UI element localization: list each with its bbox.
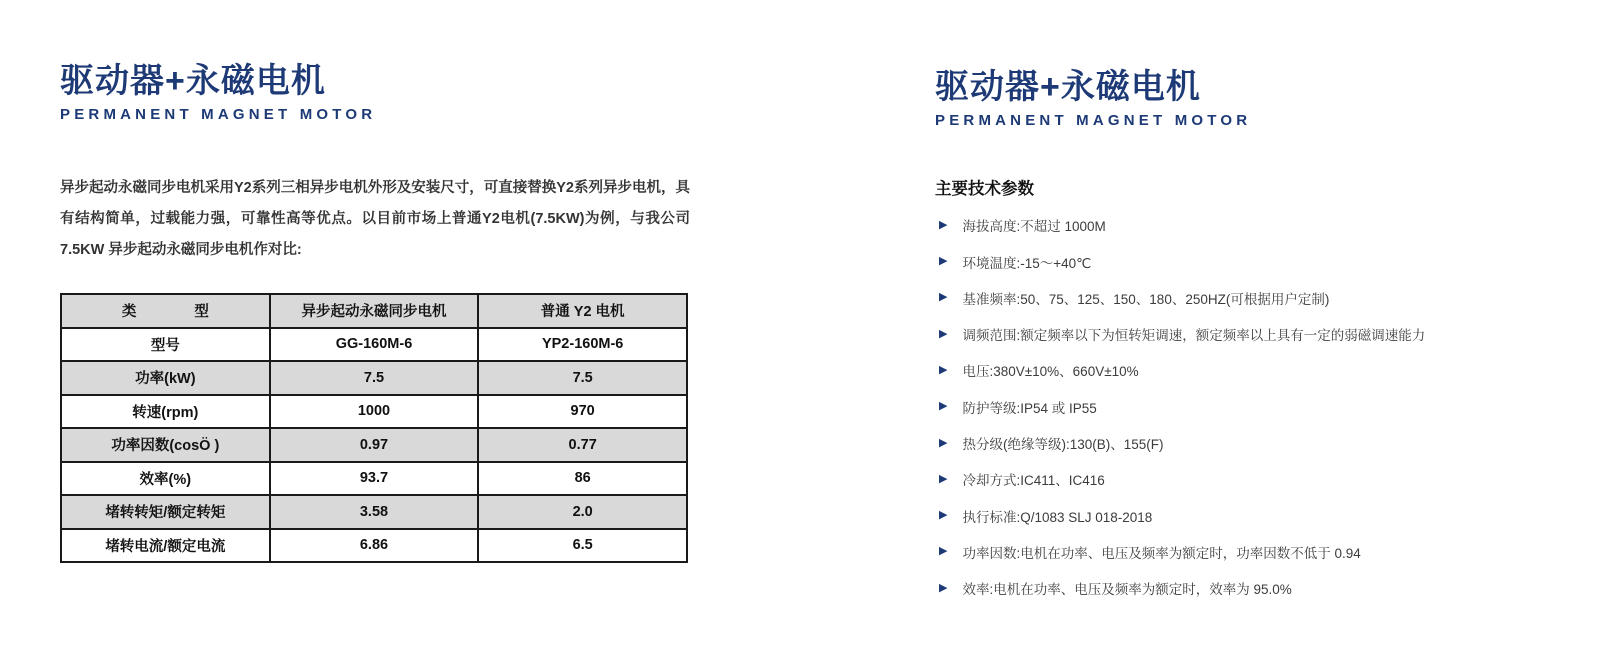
table-row [61,529,687,563]
table-cell: 2.0 [478,495,687,529]
table-cell: 86 [478,462,687,496]
table-header-row [61,294,687,328]
table-row [61,462,687,496]
table-header-cell: 异步起动永磁同步电机 [270,294,479,328]
triangle-bullet-icon: ▶ [939,363,948,376]
table-row [61,395,687,429]
triangle-bullet-icon: ▶ [939,327,948,340]
spec-item [935,243,1560,279]
spec-item-text: 环境温度:-15～+40℃ [962,255,1092,271]
triangle-bullet-icon: ▶ [939,436,948,449]
spec-item-text: 效率:电机在功率、电压及频率为额定时，效率为 95.0% [962,582,1292,598]
table-cell: 功率因数(cosÖ ) [61,428,270,462]
right-page [935,68,1560,606]
spec-item [935,570,1560,606]
spec-item [935,425,1560,461]
table-cell: 6.86 [270,529,479,563]
spec-item-text: 功率因数:电机在功率、电压及频率为额定时，功率因数不低于 0.94 [962,545,1361,561]
spec-item-text: 执行标准:Q/1083 SLJ 018-2018 [962,509,1153,525]
right-header [935,68,1560,129]
table-cell: 堵转电流/额定电流 [61,529,270,563]
table-row [61,428,687,462]
spec-item-text: 基准频率:50、75、125、150、180、250HZ(可根据用户定制) [962,291,1330,307]
table-cell: 堵转转矩/额定转矩 [61,495,270,529]
table-cell: 6.5 [478,529,687,563]
table-row [61,495,687,529]
table-cell: 0.77 [478,428,687,462]
spec-item-text: 冷却方式:IC411、IC416 [962,473,1105,489]
spec-item [935,534,1560,570]
page-title: 驱动器+永磁电机 [60,62,326,100]
spec-item [935,207,1560,243]
spec-item [935,280,1560,316]
page-title-right: 驱动器+永磁电机 [935,68,1201,106]
spec-item [935,316,1560,352]
left-header [60,62,690,123]
table-cell: GG-160M-6 [270,328,479,362]
table-cell: 功率(kW) [61,361,270,395]
table-row [61,328,687,362]
spec-item-text: 海拔高度:不超过 1000M [962,219,1106,235]
spec-item [935,497,1560,533]
spec-list [935,207,1560,606]
left-page [60,62,690,563]
spec-item [935,352,1560,388]
table-cell: 3.58 [270,495,479,529]
page-subtitle: PERMANENT MAGNET MOTOR [60,106,377,124]
table-cell: 970 [478,395,687,429]
spec-item-text: 防护等级:IP54 或 IP55 [962,400,1097,416]
triangle-bullet-icon: ▶ [939,291,948,304]
triangle-bullet-icon: ▶ [939,400,948,413]
table-cell: YP2-160M-6 [478,328,687,362]
spec-item-text: 电压:380V±10%、660V±10% [962,364,1139,380]
table-header-cell: 普通 Y2 电机 [478,294,687,328]
table-header-cell: 类 型 [61,294,270,328]
table-cell: 0.97 [270,428,479,462]
spec-item [935,389,1560,425]
table-cell: 1000 [270,395,479,429]
section-heading: 主要技术参数 [935,180,1034,199]
spec-item-text: 调频范围:额定频率以下为恒转矩调速，额定频率以上具有一定的弱磁调速能力 [962,328,1426,344]
intro-paragraph: 异步起动永磁同步电机采用Y2系列三相异步电机外形及安装尺寸，可直接替换Y2系列异步电机，具有结构简单，过载能力强，可靠性高等优点。以目前市场上普通Y2电机(7.5KW)为例，与我公司7.5KW 异步起动永磁同步电机作对比: [60,180,690,259]
triangle-bullet-icon: ▶ [939,255,948,268]
triangle-bullet-icon: ▶ [939,472,948,485]
table-cell: 7.5 [270,361,479,395]
triangle-bullet-icon: ▶ [939,509,948,522]
triangle-bullet-icon: ▶ [939,545,948,558]
comparison-table [60,293,688,563]
table-row [61,361,687,395]
table-cell: 93.7 [270,462,479,496]
spec-item [935,461,1560,497]
table-cell: 效率(%) [61,462,270,496]
comparison-table-body [61,328,687,563]
table-cell: 型号 [61,328,270,362]
table-cell: 7.5 [478,361,687,395]
spec-item-text: 热分级(绝缘等级):130(B)、155(F) [962,437,1164,453]
page-subtitle-right: PERMANENT MAGNET MOTOR [935,112,1252,130]
triangle-bullet-icon: ▶ [939,218,948,231]
triangle-bullet-icon: ▶ [939,581,948,594]
table-cell: 转速(rpm) [61,395,270,429]
